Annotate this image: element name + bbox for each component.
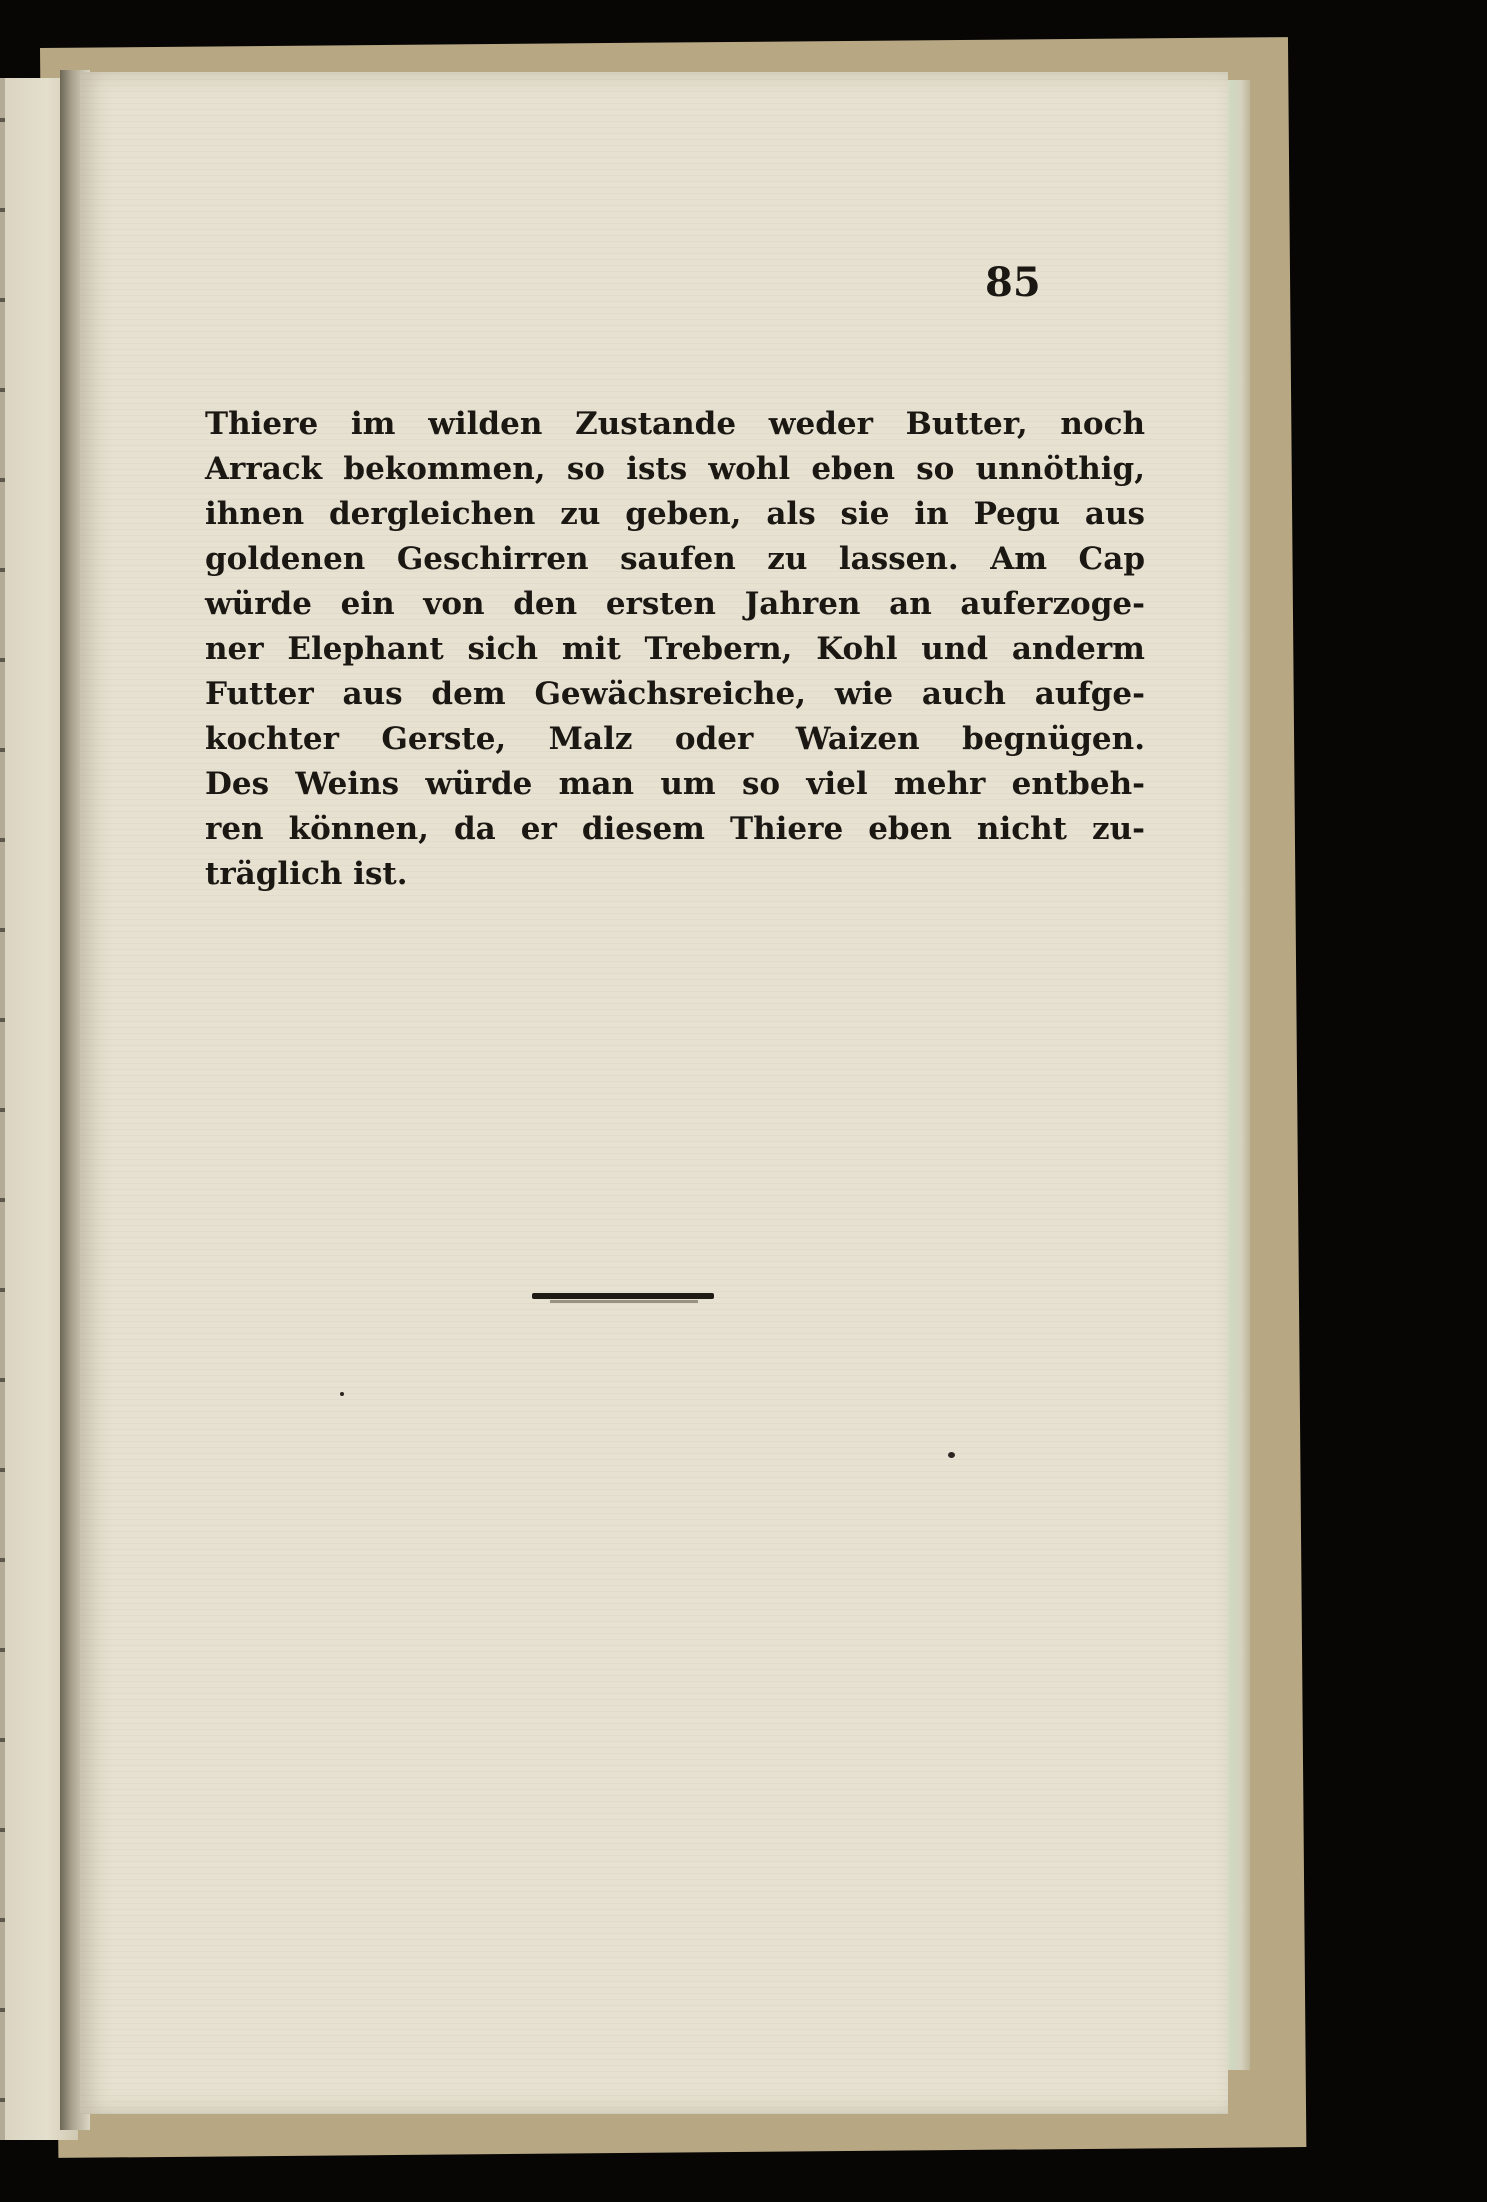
left-page-edge [0,78,5,2140]
text-line-4: goldenen Geschirren saufen zu lassen. Am Cap [205,541,1145,577]
text-line-1: Thiere im wilden Zustande weder Butter, noch [205,406,1145,442]
ink-speck [948,1452,955,1458]
ink-speck [340,1392,344,1396]
section-end-rule-shadow [550,1300,698,1303]
text-line-9: Des Weins würde man um so viel mehr entbeh- [205,766,1145,802]
body-text [205,402,1145,897]
page-number: 85 [985,259,1041,306]
text-line-5: würde ein von den ersten Jahren an auferzoge- [205,586,1145,622]
text-line-7: Futter aus dem Gewächsreiche, wie auch aufge- [205,676,1145,712]
text-line-11: träglich ist. [205,856,408,892]
section-end-rule [532,1293,714,1299]
text-line-6: ner Elephant sich mit Trebern, Kohl und anderm [205,631,1145,667]
text-line-3: ihnen dergleichen zu geben, als sie in Pegu aus [205,496,1145,532]
book-page [80,72,1228,2114]
text-line-8: kochter Gerste, Malz oder Waizen begnügen. [205,721,1145,757]
text-line-2: Arrack bekommen, so ists wohl eben so unnöthig, [205,451,1145,487]
text-line-10: ren können, da er diesem Thiere eben nicht zu- [205,811,1145,847]
